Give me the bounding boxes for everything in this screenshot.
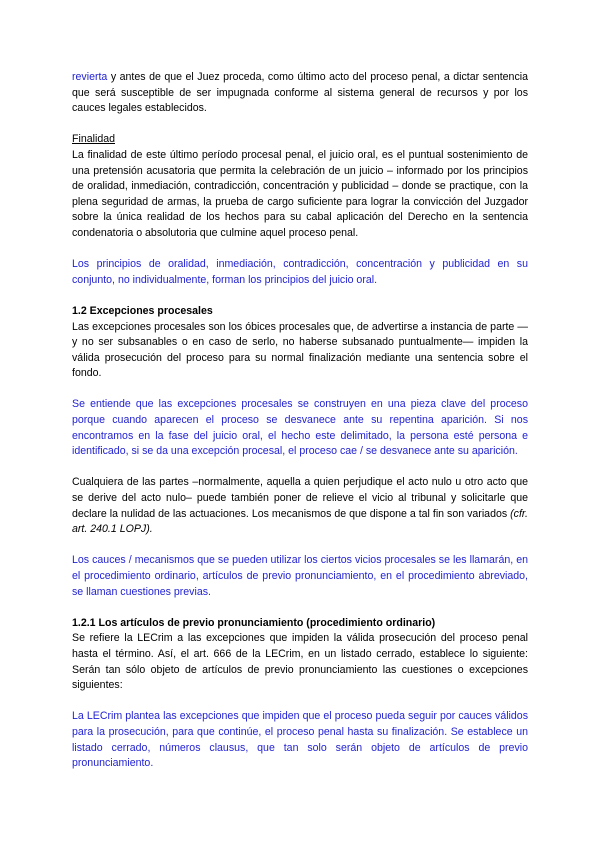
- section-1-2-note-1: Se entiende que las excepciones procesales se construyen en una pieza clave del proceso porque cuando aparecen el proceso se desvanece ante su repentina aparición. Si nos encontramos en la fase del juicio oral, el hecho este delimitado, la persona esté persona e identificado, si se da una excepción procesal, el proceso cae / se desvanece ante su aparición.: [72, 398, 528, 458]
- finalidad-note: Los principios de oralidad, inmediación, contradicción, concentración y publicidad en su conjunto, no individualmente, forman los principios del juicio oral.: [72, 258, 528, 286]
- finalidad-paragraph: La finalidad de este último período procesal penal, el juicio oral, es el puntual sostenimiento de una pretensión acusatoria que permita la celebración de un juicio – informado por los principios de oralidad, inmediación, contradicción, concentración y publicidad – donde se practique, con la plena seguridad de armas, la prueba de cargo suficiente para lograr la convicción del Juzgador sobre la única realidad de los hechos para su cabal aplicación del Derecho en la sentencia condenatoria o absolutoria que culmine aquel proceso penal.: [72, 148, 528, 239]
- legal-citation: (cfr. art. 240.1 LOPJ).: [72, 507, 528, 536]
- section-1-2-paragraph-2: [72, 475, 528, 537]
- highlighted-word: revierta: [72, 71, 108, 83]
- section-1-2-heading: 1.2 Excepciones procesales: [72, 304, 213, 317]
- section-1-2-paragraph-2-text: Cualquiera de las partes –normalmente, aquella a quien perjudique el acto nulo u otro acto que se derive del acto nulo– puede también poner de relieve el vicio al tribunal y solicitarle que declare la nulidad de las actuaciones. Los mecanismos de que dispone a tal fin son variados: [72, 476, 528, 520]
- finalidad-heading: Finalidad: [72, 133, 115, 146]
- section-1-2-1-note: La LECrim plantea las excepciones que impiden que el proceso pueda seguir por cauces válidos para la prosecución, para que continúe, el proceso penal hasta su finalización. Se establece un listado cerrado, números clausus, que tan solo serán objeto de artículos de previo pronunciamiento.: [72, 710, 528, 770]
- section-1-2-1-paragraph: Se refiere la LECrim a las excepciones que impiden la válida prosecución del proceso penal hasta el término. Así, el art. 666 de la LECrim, en un listado cerrado, establece lo siguiente: Serán tan sólo objeto de artículos de previo pronunciamiento las cuestiones o excepciones siguientes:: [72, 632, 528, 692]
- section-1-2-1-heading: 1.2.1 Los artículos de previo pronunciamiento (procedimiento ordinario): [72, 616, 436, 629]
- section-1-2-paragraph: Las excepciones procesales son los óbices procesales que, de advertirse a instancia de parte —y no ser subsanables o en caso de serlo, no haberse subsanado puntualmente— impiden la válida prosecución del proceso para su normal finalización mediante una sentencia sobre el fondo.: [72, 320, 528, 380]
- section-1-2-note-2: Los cauces / mecanismos que se pueden utilizar los ciertos vicios procesales se les llamarán, en el procedimiento ordinario, artículos de previo pronunciamiento, en el procedimiento abreviado, se llaman cuestiones previas.: [72, 554, 528, 598]
- intro-paragraph: [72, 70, 528, 117]
- document-page: [72, 70, 528, 772]
- intro-text: y antes de que el Juez proceda, como último acto del proceso penal, a dictar sentencia que será susceptible de ser impugnada conforme al sistema general de recursos y por los cauces legales establecidos.: [72, 71, 528, 115]
